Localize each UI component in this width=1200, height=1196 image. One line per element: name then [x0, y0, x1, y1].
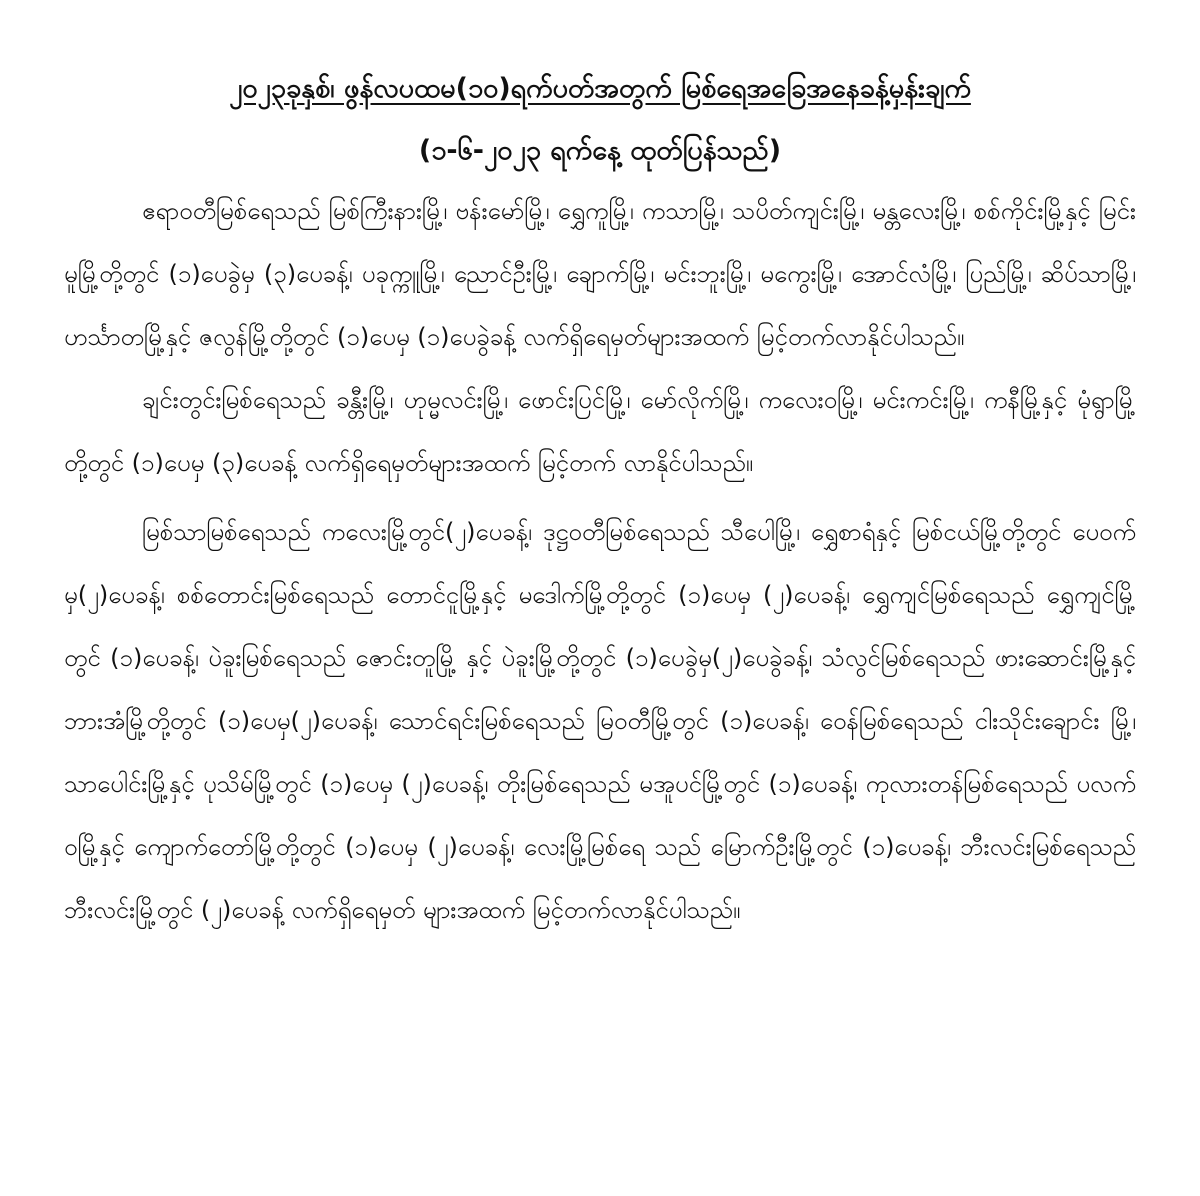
document-title: ၂၀၂၃ခုနှစ်၊ ဖွန်လပထမ(၁၀)ရက်ပတ်အတွက် မြစ်ရေအခြေအနေခန့်မှန်းချက်: [229, 73, 971, 104]
paragraph-other-rivers: မြစ်သာမြစ်ရေသည် ကလေးမြို့တွင်(၂)ပေခန့်၊ ဒုဋ္ဌဝတီမြစ်ရေသည် သီပေါမြို့၊ ရွှေစာရံနှင့် မြစ်ငယ်မြို့တို့တွင် ပေဝက်မှ(၂)ပေခန့်၊ စစ်တောင်းမြစ်ရေသည် တောင်ငူမြို့နှင့် မဒေါက်မြို့တို့တွင် (၁)ပေမှ (၂)ပေခန့်၊ ရွှေကျင်မြစ်ရေသည် ရွှေကျင်မြို့တွင် (၁)ပေခန့်၊ ပဲခူးမြစ်ရေသည် ဇောင်းတူမြို့ နှင့် ပဲခူးမြို့တို့တွင် (၁)ပေခွဲမှ(၂)ပေခွဲခန့်၊ သံလွင်မြစ်ရေသည် ဖားဆောင်းမြို့နှင့် ဘားအံမြို့တို့တွင် (၁)ပေမှ(၂)ပေခန့်၊ သောင်ရင်းမြစ်ရေသည် မြဝတီမြို့တွင် (၁)ပေခန့်၊ ဝေန်မြစ်ရေသည် ငါးသိုင်းချောင်း မြို့၊ သာပေါင်းမြို့နှင့် ပုသိမ်မြို့တွင် (၁)ပေမှ (၂)ပေခန့်၊ တိုးမြစ်ရေသည် မအူပင်မြို့တွင် (၁)ပေခန့်၊ ကုလားတန်မြစ်ရေသည် ပလက်ဝမြို့နှင့် ကျောက်တော်မြို့တို့တွင် (၁)ပေမှ (၂)ပေခန့်၊ လေးမြို့မြစ်ရေ သည် မြောက်ဦးမြို့တွင် (၁)ပေခန့်၊ ဘီးလင်းမြစ်ရေသည် ဘီးလင်းမြို့တွင် (၂)ပေခန့် လက်ရှိရေမှတ် များအထက် မြင့်တက်လာနိုင်ပါသည်။: [64, 518, 1136, 924]
document-subtitle: (၁-၆-၂၀၂၃ ရက်နေ့ ထုတ်ပြန်သည်): [418, 135, 782, 166]
paragraph-chindwin: ချင်းတွင်းမြစ်ရေသည် ခန္တီးမြို့၊ ဟုမ္မလင်းမြို့၊ ဖောင်းပြင်မြို့၊ မော်လိုက်မြို့၊ ကလေးဝမြို့၊ မင်းကင်းမြို့၊ ကနီမြို့နှင့် မုံရွာမြို့တို့တွင် (၁)ပေမှ (၃)ပေခန့် လက်ရှိရေမှတ်များအထက် မြင့်တက် လာနိုင်ပါသည်။: [64, 386, 1136, 477]
paragraph-irrawaddy: ဧရာဝတီမြစ်ရေသည် မြစ်ကြီးနားမြို့၊ ဗန်းမော်မြို့၊ ရွှေကူမြို့၊ ကသာမြို့၊ သပိတ်ကျင်းမြို့၊ မန္တလေးမြို့၊ စစ်ကိုင်းမြို့နှင့် မြင်းမူမြို့တို့တွင် (၁)ပေခွဲမှ (၃)ပေခန့်၊ ပခုက္ကူမြို့၊ ညောင်ဦးမြို့၊ ချောက်မြို့၊ မင်းဘူးမြို့၊ မကွေးမြို့၊ အောင်လံမြို့၊ ပြည်မြို့၊ ဆိပ်သာမြို့၊ ဟင်္သာတမြို့နှင့် ဇလွန်မြို့တို့တွင် (၁)ပေမှ (၁)ပေခွဲခန့် လက်ရှိရေမှတ်များအထက် မြင့်တက်လာနိုင်ပါသည်။: [64, 197, 1136, 351]
